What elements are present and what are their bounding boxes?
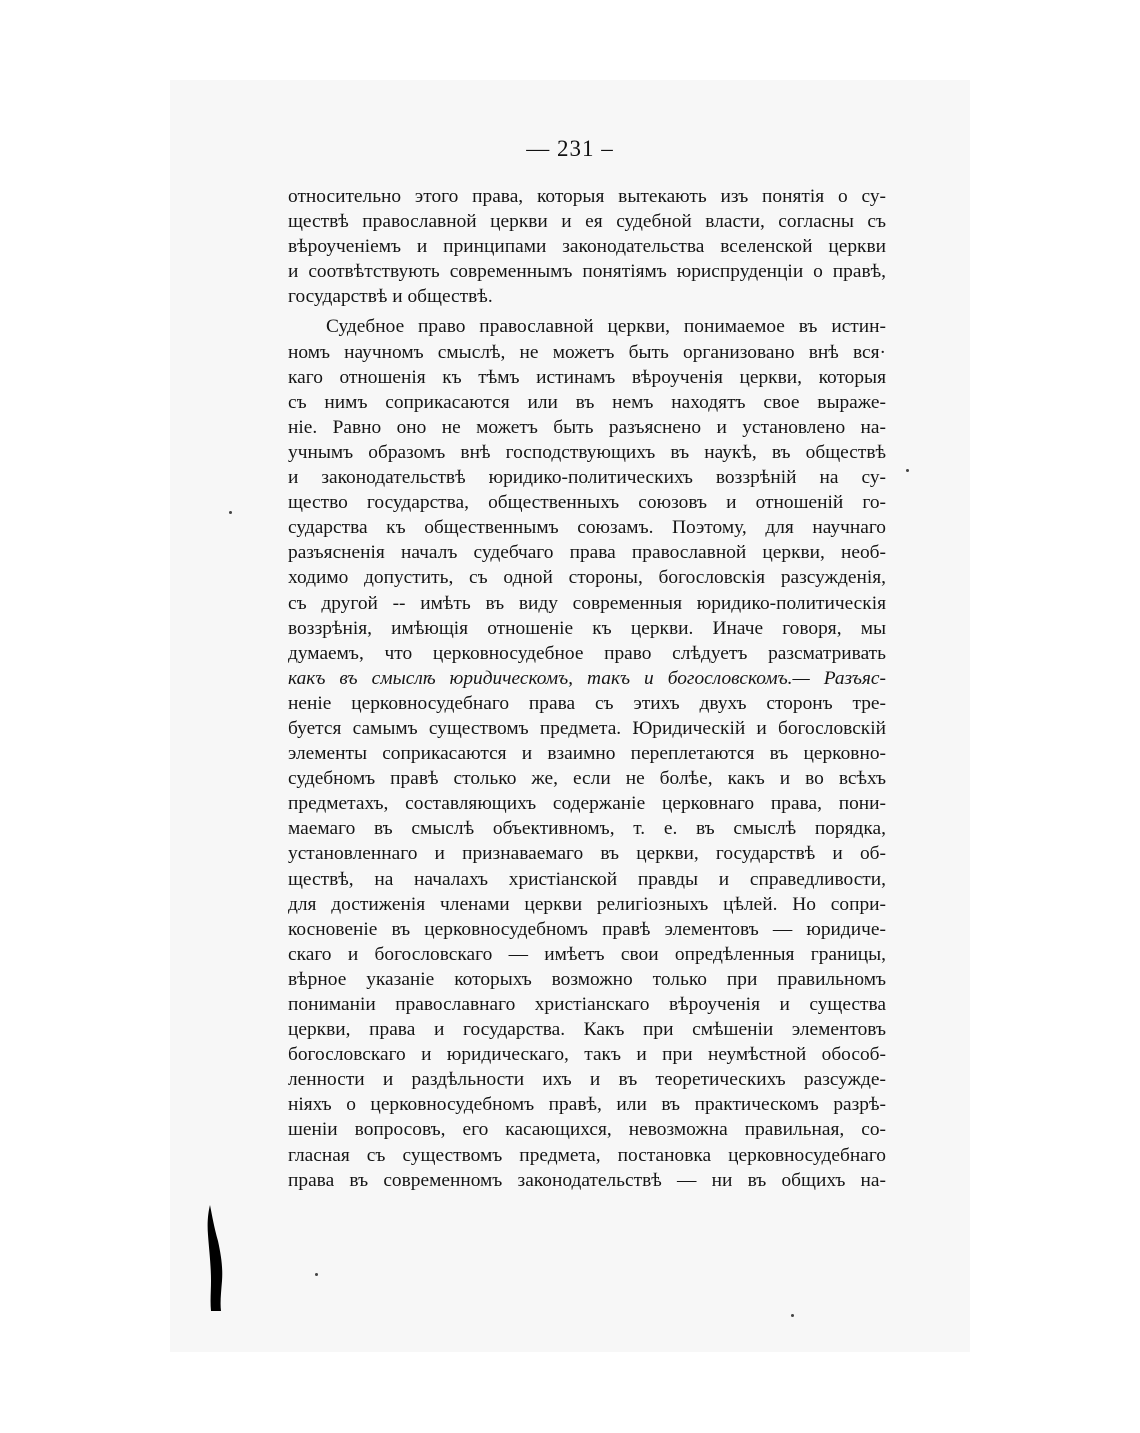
text-line: ленности и раздѣльности ихъ и въ теоретическихъ разсужде- xyxy=(288,1069,886,1091)
text-line: и соотвѣтствують современнымъ понятіямъ юриспруденціи о правѣ, xyxy=(288,261,886,283)
text-line: установленнаго и признаваемаго въ церкви, государствѣ и об- xyxy=(288,843,886,865)
text-line: ществѣ православной церкви и ея судебной власти, согласны съ xyxy=(288,211,886,233)
text-line: относительно этого права, которыя вытекають изъ понятія о су- xyxy=(288,186,886,207)
text-line: ходимо допустить, съ одной стороны, богословскія разсужденія, xyxy=(288,567,886,589)
text-line: богословскаго и юридическаго, такъ и при неумѣстной обособ- xyxy=(288,1044,886,1066)
text-line: ніе. Равно оно не можетъ быть разъяснено и установлено на- xyxy=(288,416,886,438)
page-number: — 231 – xyxy=(526,136,614,161)
text-line: церкви, права и государства. Какъ при смѣшеніи элементовъ xyxy=(288,1019,886,1041)
text-line: думаемъ, что церковносудебное право слѣдуетъ разсматривать xyxy=(288,642,886,664)
text-line: пониманіи православнаго христіанскаго вѣроученія и существа xyxy=(288,994,886,1015)
text-line: элементы соприкасаются и взаимно переплетаются въ церковно- xyxy=(288,743,886,765)
text-line: судебномъ правѣ столько же, если не болѣе, какъ и во всѣхъ xyxy=(288,768,886,790)
text-line: съ нимъ соприкасаются или въ немъ находятъ свое выраже- xyxy=(288,391,886,413)
text-line: государствѣ и обществѣ. xyxy=(288,286,493,308)
text-line: ніяхъ о церковносудебномъ правѣ, или въ практическомъ разрѣ- xyxy=(288,1094,886,1116)
binding-shadow-mark xyxy=(206,1205,228,1311)
text-line: гласная съ существомъ предмета, постановка церковносудебнаго xyxy=(288,1144,886,1166)
text-line: вѣрное указаніе которыхъ возможно только при правильномъ xyxy=(288,968,886,990)
text-line: ществѣ, на началахъ христіанской правды и справедливости, xyxy=(288,868,886,890)
body-text xyxy=(288,184,886,1193)
text-line: разъясненія началъ судебчаго права православной церкви, необ- xyxy=(288,542,886,564)
text-line: предметахъ, составляющихъ содержаніе церковнаго права, пони- xyxy=(288,793,886,815)
text-line: какъ въ смыслѣ юридическомъ, такъ и богословскомъ.— Разъяс- xyxy=(288,667,886,689)
text-line: и законодательствѣ юридико-политическихъ воззрѣній на су- xyxy=(288,467,886,489)
text-line: каго отношенія къ тѣмъ истинамъ вѣроученія церкви, которыя xyxy=(288,366,886,388)
text-line: для достиженія членами церкви религіозныхъ цѣлей. Но сопри- xyxy=(288,893,886,915)
text-line: воззрѣнія, имѣющія отношеніе къ церкви. Иначе говоря, мы xyxy=(288,617,886,639)
text-line: маемаго въ смыслѣ объективномъ, т. е. въ смыслѣ порядка, xyxy=(288,818,886,840)
text-line: Судебное право православной церкви, понимаемое въ истин- xyxy=(326,316,886,338)
text-line: скаго и богословскаго — имѣетъ свои опредѣленныя границы, xyxy=(288,943,886,965)
text-line: учнымъ образомъ внѣ господствующихъ въ наукѣ, въ обществѣ xyxy=(288,441,886,463)
text-line: права въ современномъ законодательствѣ — ни въ общихъ на- xyxy=(288,1169,886,1191)
text-line: неніе церковносудебнаго права съ этихъ двухъ сторонъ тре- xyxy=(288,692,886,714)
text-line: шеніи вопросовъ, его касающихся, невозможна правильная, со- xyxy=(288,1119,886,1141)
paragraph-1 xyxy=(288,184,886,309)
text-line: щество государства, общественныхъ союзовъ и отношеній го- xyxy=(288,492,886,514)
text-line: съ другой -- имѣть въ виду современныя юридико-политическія xyxy=(288,592,886,614)
text-line: вѣроученіемъ и принципами законодательства вселенской церкви xyxy=(288,236,886,258)
scan-speck xyxy=(791,1314,794,1317)
scan-speck xyxy=(906,469,909,472)
text-line: номъ научномъ смыслѣ, не можетъ быть организовано внѣ вся· xyxy=(288,341,886,363)
text-line: сударства къ общественнымъ союзамъ. Поэтому, для научнаго xyxy=(288,517,886,539)
paragraph-2 xyxy=(288,314,886,1192)
scan-speck xyxy=(315,1273,318,1276)
text-line: буется самымъ существомъ предмета. Юридическій и богословскій xyxy=(288,717,886,739)
scan-speck xyxy=(229,511,232,514)
text-line: косновеніе въ церковносудебномъ правѣ элементовъ — юридиче- xyxy=(288,918,886,940)
